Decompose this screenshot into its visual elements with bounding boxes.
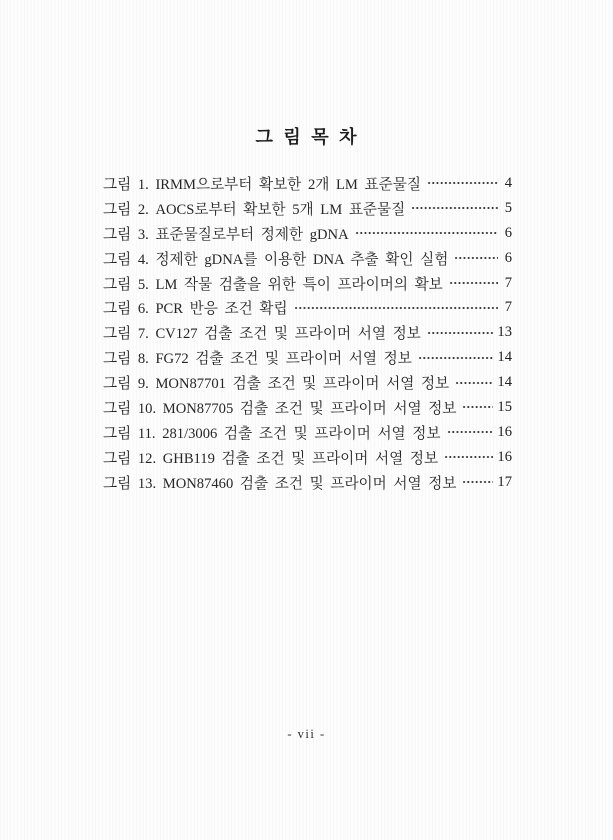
dotted-leader (447, 428, 494, 436)
toc-entry-label: 그림 9. MON87701 검출 조건 및 프라이머 서열 정보 (103, 376, 450, 393)
toc-entry-label: 그림 12. GHB119 검출 조건 및 프라이머 서열 정보 (103, 450, 439, 467)
toc-entry-page: 14 (497, 374, 512, 391)
toc-entry-label: 그림 13. MON87460 검출 조건 및 프라이머 서열 정보 (103, 475, 457, 492)
toc-entry-label: 그림 11. 281/3006 검출 조건 및 프라이머 서열 정보 (103, 425, 441, 442)
figure-toc-list (103, 171, 512, 495)
dotted-leader (418, 354, 494, 362)
toc-entry-page: 15 (497, 398, 512, 415)
toc-entry-page: 4 (504, 174, 512, 191)
toc-entry-label: 그림 10. MON87705 검출 조건 및 프라이머 서열 정보 (103, 400, 457, 417)
dotted-leader (427, 179, 498, 187)
page-number-footer: - vii - (287, 727, 326, 741)
toc-entry (103, 345, 512, 370)
toc-entry (103, 320, 512, 345)
dotted-leader (427, 329, 494, 337)
toc-entry-page: 7 (504, 274, 512, 291)
toc-entry (103, 470, 512, 495)
toc-entry-label: 그림 7. CV127 검출 조건 및 프라이머 서열 정보 (103, 326, 421, 343)
dotted-leader (462, 478, 493, 486)
toc-entry-label: 그림 6. PCR 반응 조건 확립 (103, 301, 288, 318)
toc-entry (103, 196, 512, 221)
toc-entry-page: 13 (497, 324, 512, 341)
toc-entry (103, 171, 512, 196)
dotted-leader (294, 304, 498, 312)
toc-entry-label: 그림 8. FG72 검출 조건 및 프라이머 서열 정보 (103, 351, 412, 368)
toc-entry (103, 395, 512, 420)
toc-entry (103, 271, 512, 296)
toc-entry-label: 그림 3. 표준물질로부터 정제한 gDNA (103, 226, 349, 243)
dotted-leader (355, 229, 498, 237)
toc-entry-label: 그림 2. AOCS로부터 확보한 5개 LM 표준물질 (103, 201, 406, 218)
toc-entry (103, 445, 512, 470)
toc-entry (103, 370, 512, 395)
toc-entry (103, 420, 512, 445)
toc-entry-page: 14 (497, 349, 512, 366)
dotted-leader (449, 279, 498, 287)
toc-entry-label: 그림 1. IRMM으로부터 확보한 2개 LM 표준물질 (103, 176, 421, 193)
toc-entry-page: 6 (504, 224, 512, 241)
toc-entry (103, 295, 512, 320)
dotted-leader (455, 379, 493, 387)
page-title: 그 림 목 차 (255, 127, 360, 147)
toc-entry (103, 221, 512, 246)
toc-entry-page: 16 (497, 423, 512, 440)
toc-entry-page: 7 (504, 299, 512, 316)
toc-entry-page: 5 (504, 199, 512, 216)
toc-entry-label: 그림 5. LM 작물 검출을 위한 특이 프라이머의 확보 (103, 276, 443, 293)
toc-entry-page: 16 (497, 448, 512, 465)
dotted-leader (462, 403, 493, 411)
dotted-leader (444, 453, 493, 461)
toc-entry-page: 6 (504, 249, 512, 266)
toc-entry-page: 17 (497, 473, 512, 490)
toc-entry-label: 그림 4. 정제한 gDNA를 이용한 DNA 추출 확인 실험 (103, 251, 449, 268)
dotted-leader (454, 254, 498, 262)
toc-entry (103, 246, 512, 271)
dotted-leader (411, 204, 498, 212)
